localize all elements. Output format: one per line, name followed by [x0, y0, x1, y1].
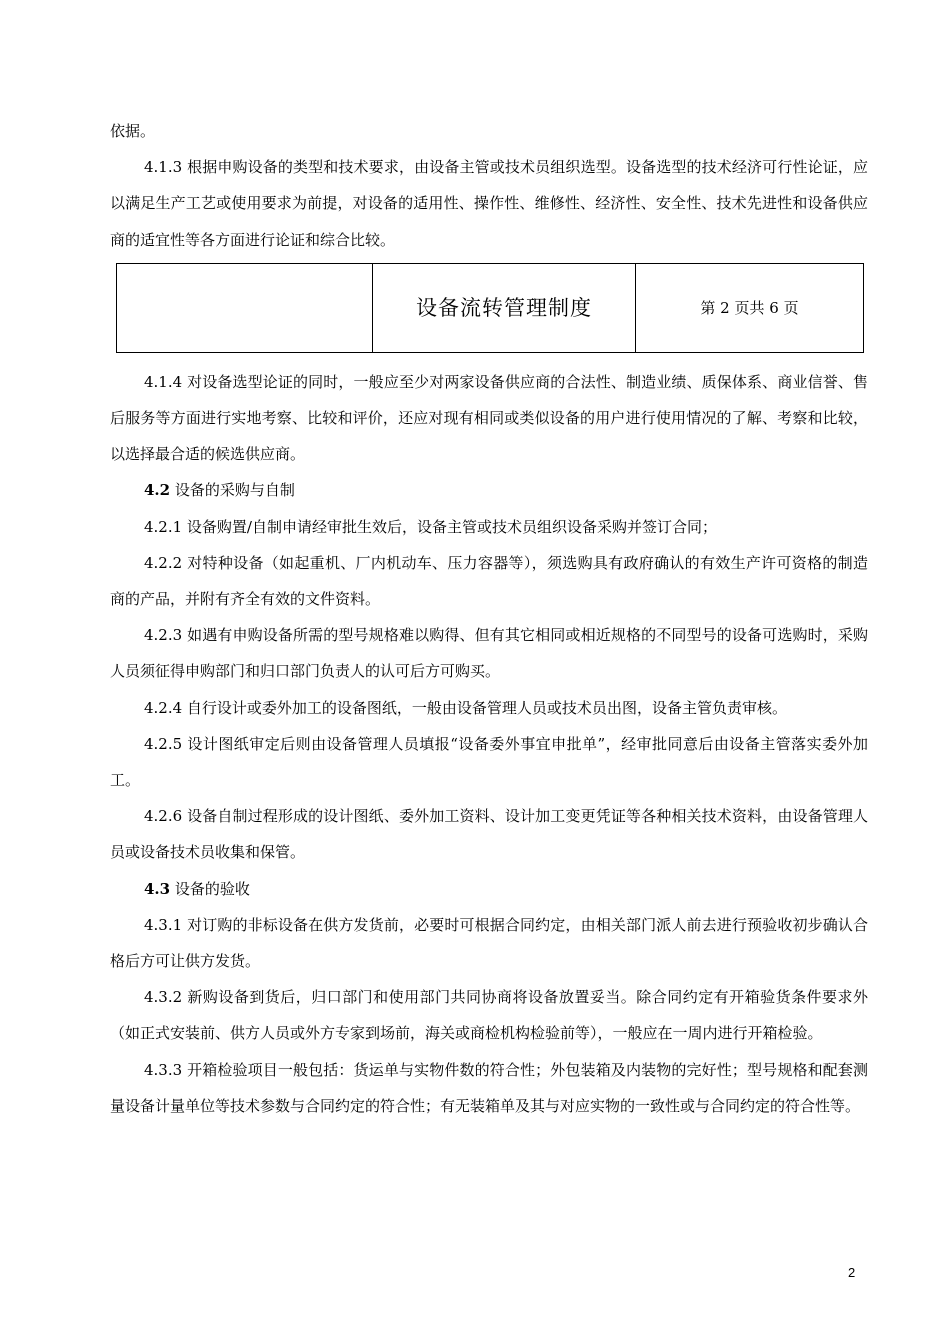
paragraph-4-1-3: 4.1.3 根据申购设备的类型和技术要求，由设备主管或技术员组织选型。设备选型的技术经济可行性论证，应以满足生产工艺或使用要求为前提，对设备的适用性、操作性、维修性、经济性、安全性、技术先进性和设备供应商的适宜性等各方面进行论证和综合比较。 [110, 158, 868, 249]
paragraph-4-3-3: 4.3.3 开箱检验项目一般包括：货运单与实物件数的符合性；外包装箱及内装物的完好性；型号规格和配套测量设备计量单位等技术参数与合同约定的符合性；有无装箱单及其与对应实物的一致性或与合同约定的符合性等。 [110, 1060, 868, 1115]
paragraph-4-2-3: 4.2.3 如遇有申购设备所需的型号规格难以购得、但有其它相同或相近规格的不同型号的设备可选购时，采购人员须征得申购部门和归口部门负责人的认可后方可购买。 [110, 626, 868, 681]
document-body [110, 113, 868, 1124]
section-heading-4-2 [110, 472, 868, 508]
document-header-table [116, 263, 864, 353]
header-page-info: 第 2 页共 6 页 [636, 263, 864, 352]
section-title: 设备的采购与自制 [170, 481, 295, 500]
paragraph-4-2-1: 4.2.1 设备购置/自制申请经审批生效后，设备主管或技术员组织设备采购并签订合同； [144, 517, 717, 536]
paragraph-4-2-2: 4.2.2 对特种设备（如起重机、厂内机动车、压力容器等），须选购具有政府确认的有效生产许可资格的制造商的产品，并附有齐全有效的文件资料。 [110, 553, 868, 609]
paragraph-continuation: 依据。 [110, 122, 156, 140]
paragraph-4-3-2: 4.3.2 新购设备到货后，归口部门和使用部门共同协商将设备放置妥当。除合同约定有开箱验货条件要求外（如正式安装前、供方人员或外方专家到场前，海关或商检机构检验前等），一般应在一周内进行开箱检验。 [110, 988, 868, 1043]
section-number: 4.2 [144, 481, 171, 500]
section-heading-4-3 [110, 871, 868, 907]
header-title: 设备流转管理制度 [373, 263, 636, 352]
section-number: 4.3 [144, 879, 171, 898]
paragraph-4-1-4: 4.1.4 对设备选型论证的同时，一般应至少对两家设备供应商的合法性、制造业绩、质保体系、商业信誉、售后服务等方面进行实地考察、比较和评价，还应对现有相同或类似设备的用户进行使用情况的了解、考察和比较，以选择最合适的候选供应商。 [110, 372, 868, 464]
section-title: 设备的验收 [170, 879, 250, 898]
paragraph-4-3-1: 4.3.1 对订购的非标设备在供方发货前，必要时可根据合同约定，由相关部门派人前去进行预验收初步确认合格后方可让供方发货。 [110, 915, 868, 971]
paragraph-4-2-5: 4.2.5 设计图纸审定后则由设备管理人员填报“设备委外事宜申批单”，经审批同意后由设备主管落实委外加工。 [110, 734, 868, 790]
paragraph-4-2-6: 4.2.6 设备自制过程形成的设计图纸、委外加工资料、设计加工变更凭证等各种相关技术资料，由设备管理人员或设备技术员收集和保管。 [110, 807, 868, 862]
header-logo-cell [117, 263, 373, 352]
paragraph-4-2-4: 4.2.4 自行设计或委外加工的设备图纸，一般由设备管理人员或技术员出图，设备主管负责审核。 [144, 698, 787, 717]
page-number: 2 [848, 1265, 856, 1280]
